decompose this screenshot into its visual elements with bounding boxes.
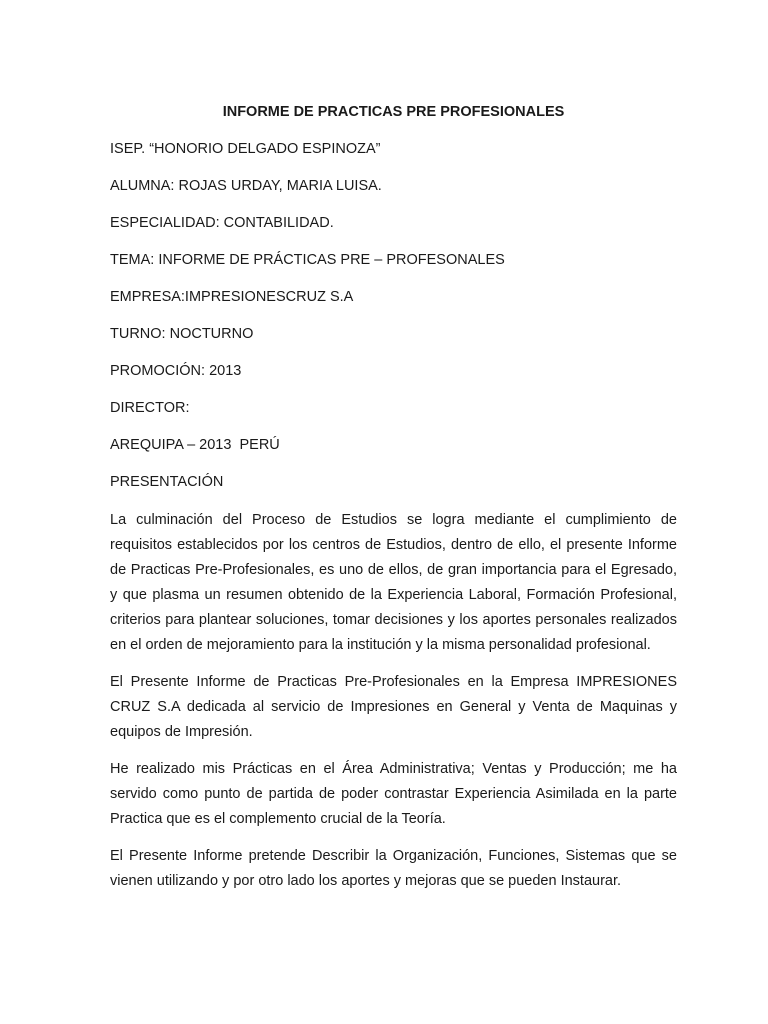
paragraph-1: La culminación del Proceso de Estudios se logra mediante el cumplimiento de requisitos establecidos por los centros de Estudios, dentro de ello, el presente Informe de Practicas Pre-Profesionales, es uno de ellos, de gran importancia para el Egresado, y que plasma un resumen obtenido de la Experiencia Laboral, Formación Profesional, criterios para plantear soluciones, tomar decisiones y los aportes personales realizados en el orden de mejoramiento para la institución y la misma personalidad profesional. bbox=[110, 512, 677, 653]
section-heading-presentation: PRESENTACIÓN bbox=[110, 474, 224, 490]
field-location-year: AREQUIPA – 2013 PERÚ bbox=[110, 437, 280, 453]
field-shift: TURNO: NOCTURNO bbox=[110, 326, 254, 342]
field-director: DIRECTOR: bbox=[110, 400, 190, 416]
field-company: EMPRESA:IMPRESIONESCRUZ S.A bbox=[110, 289, 354, 305]
field-institute: ISEP. “HONORIO DELGADO ESPINOZA” bbox=[110, 141, 381, 157]
field-student: ALUMNA: ROJAS URDAY, MARIA LUISA. bbox=[110, 178, 382, 194]
field-specialty: ESPECIALIDAD: CONTABILIDAD. bbox=[110, 215, 334, 231]
document-title: INFORME DE PRACTICAS PRE PROFESIONALES bbox=[222, 104, 565, 120]
paragraph-4: El Presente Informe pretende Describir la Organización, Funciones, Sistemas que se vienen utilizando y por otro lado los aportes y mejoras que se pueden Instaurar. bbox=[110, 848, 677, 889]
paragraph-2: El Presente Informe de Practicas Pre-Profesionales en la Empresa IMPRESIONES CRUZ S.A dedicada al servicio de Impresiones en General y Venta de Maquinas y equipos de Impresión. bbox=[110, 674, 677, 740]
field-topic: TEMA: INFORME DE PRÁCTICAS PRE – PROFESONALES bbox=[110, 252, 505, 268]
paragraph-3: He realizado mis Prácticas en el Área Administrativa; Ventas y Producción; me ha servido como punto de partida de poder contrastar Experiencia Asimilada en la parte Practica que es el complemento crucial de la Teoría. bbox=[110, 761, 677, 827]
field-promotion: PROMOCIÓN: 2013 bbox=[110, 363, 242, 379]
